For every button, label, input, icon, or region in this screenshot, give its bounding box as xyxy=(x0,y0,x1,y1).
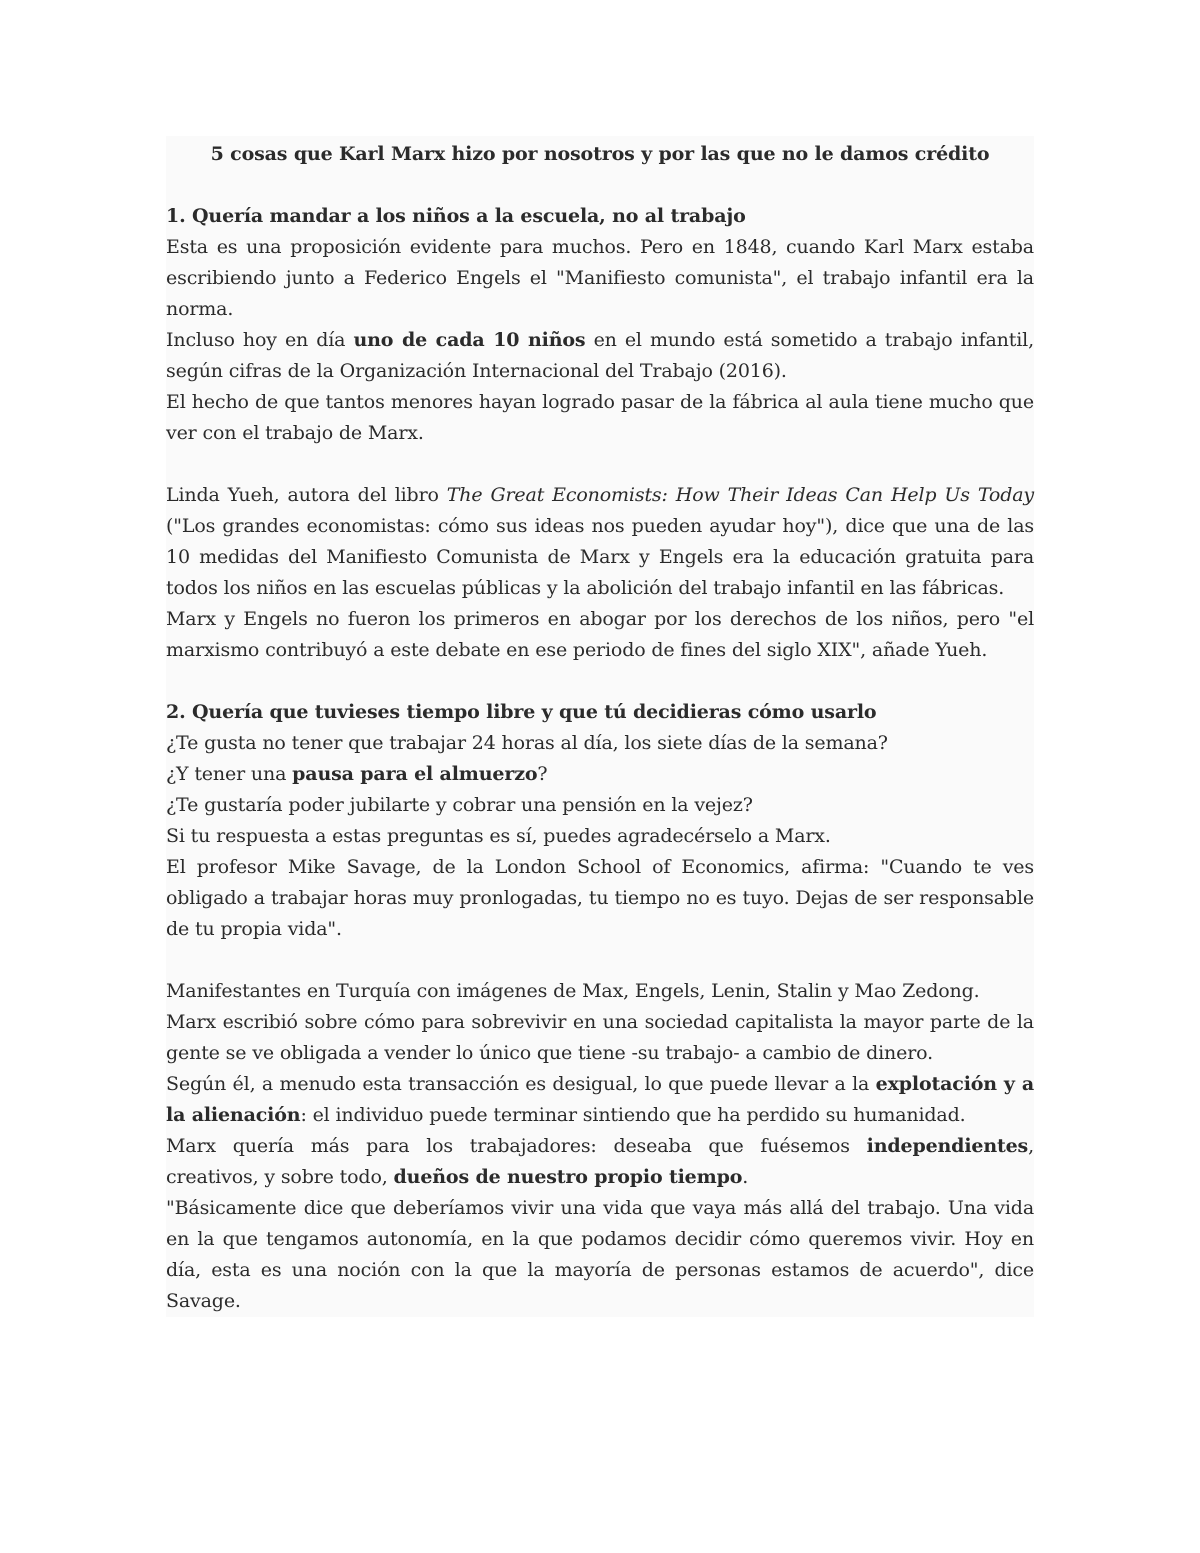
paragraph: El profesor Mike Savage, de la London School of Economics, afirma: "Cuando te ves obligado a trabajar horas muy pronlogadas, tu tiempo no es tuyo. Dejas de ser responsable de tu propia vida". xyxy=(166,856,1034,940)
paragraph xyxy=(166,1131,1034,1193)
text-run: . xyxy=(742,1166,749,1188)
section-1-heading: 1. Quería mandar a los niños a la escuela, no al trabajo xyxy=(166,205,746,227)
paragraph xyxy=(166,1069,1034,1131)
book-title: The Great Economists: How Their Ideas Can Help Us Today xyxy=(446,484,1034,506)
paragraph: Si tu respuesta a estas preguntas es sí, puedes agradecérselo a Marx. xyxy=(166,825,831,847)
paragraph xyxy=(166,325,1034,387)
paragraph: Marx escribió sobre cómo para sobrevivir en una sociedad capitalista la mayor parte de la gente se ve obligada a vender lo único que tiene -su trabajo- a cambio de dinero. xyxy=(166,1011,1034,1064)
paragraph: Esta es una proposición evidente para muchos. Pero en 1848, cuando Karl Marx estaba escribiendo junto a Federico Engels el "Manifiesto comunista", el trabajo infantil era la norma. xyxy=(166,236,1034,320)
bold-text: explotación y a la alienación xyxy=(166,1073,1034,1126)
text-run: ¿Y tener una xyxy=(166,763,293,785)
bold-text: uno de cada 10 niños xyxy=(353,329,586,351)
spacer xyxy=(166,449,1034,480)
text-run: Según él, a menudo esta transacción es desigual, lo que puede llevar a la xyxy=(166,1073,876,1095)
text-run: en el mundo está sometido a trabajo infantil, según cifras de la Organización Internacional del Trabajo (2016). xyxy=(166,329,1035,382)
spacer xyxy=(166,666,1034,697)
paragraph: ¿Te gusta no tener que trabajar 24 horas al día, los siete días de la semana? xyxy=(166,732,888,754)
image-caption: Manifestantes en Turquía con imágenes de Max, Engels, Lenin, Stalin y Mao Zedong. xyxy=(166,980,980,1002)
paragraph xyxy=(166,480,1034,604)
spacer xyxy=(166,170,1034,201)
section-2-heading: 2. Quería que tuvieses tiempo libre y que tú decidieras cómo usarlo xyxy=(166,701,877,723)
bold-text: pausa para el almuerzo xyxy=(292,763,538,785)
paragraph: El hecho de que tantos menores hayan logrado pasar de la fábrica al aula tiene mucho que ver con el trabajo de Marx. xyxy=(166,391,1034,444)
paragraph: Marx y Engels no fueron los primeros en abogar por los derechos de los niños, pero "el marxismo contribuyó a este debate en ese periodo de fines del siglo XIX", añade Yueh. xyxy=(166,608,1034,661)
text-run: Marx quería más para los trabajadores: deseaba que fuésemos xyxy=(166,1135,867,1157)
bold-text: independientes xyxy=(866,1135,1029,1157)
text-run: Incluso hoy en día xyxy=(166,329,354,351)
article-body xyxy=(166,136,1034,1317)
paragraph xyxy=(166,759,1034,790)
spacer xyxy=(166,945,1034,976)
document-title: 5 cosas que Karl Marx hizo por nosotros y por las que no le damos crédito xyxy=(210,143,990,165)
paragraph: "Básicamente dice que deberíamos vivir una vida que vaya más allá del trabajo. Una vida en la que tengamos autonomía, en la que podamos decidir cómo queremos vivir. Hoy en día, esta es una noción con la que la mayoría de personas estamos de acuerdo", dice Savage. xyxy=(166,1197,1034,1312)
text-run: , creativos, y sobre todo, xyxy=(166,1135,1034,1188)
text-run: : el individuo puede terminar sintiendo que ha perdido su humanidad. xyxy=(300,1104,966,1126)
text-run: Linda Yueh, autora del libro xyxy=(166,484,447,506)
text-run: ? xyxy=(537,763,548,785)
paragraph: ¿Te gustaría poder jubilarte y cobrar una pensión en la vejez? xyxy=(166,794,753,816)
bold-text: dueños de nuestro propio tiempo xyxy=(393,1166,743,1188)
text-run: ("Los grandes economistas: cómo sus ideas nos pueden ayudar hoy"), dice que una de las 10 medidas del Manifiesto Comunista de Marx y Engels era la educación gratuita para todos los niños en las escuelas públicas y la abolición del trabajo infantil en las fábricas. xyxy=(166,515,1034,599)
